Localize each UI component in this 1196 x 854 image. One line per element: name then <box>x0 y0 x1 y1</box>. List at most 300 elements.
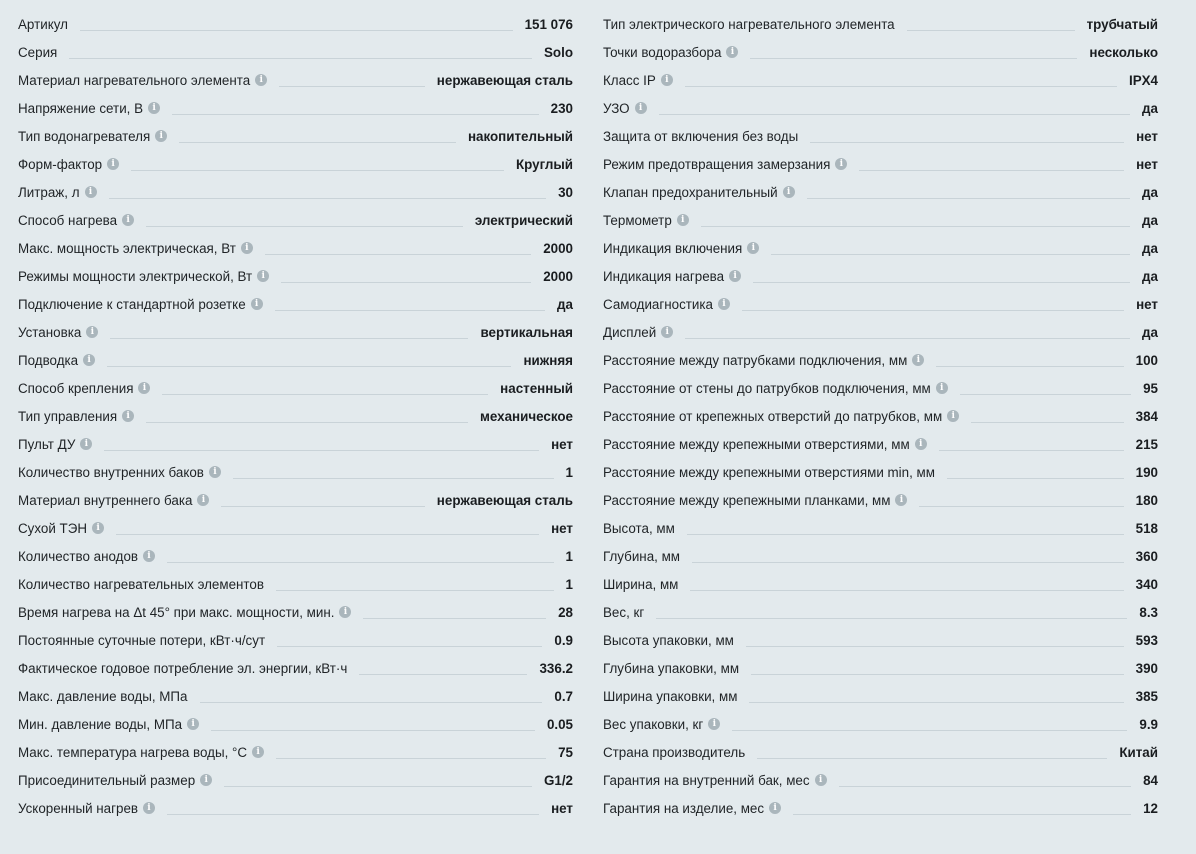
spec-row <box>603 766 1158 794</box>
spec-label-wrap <box>18 157 119 172</box>
spec-label-wrap <box>18 269 269 284</box>
dotted-leader <box>276 590 554 591</box>
spec-row <box>18 318 573 346</box>
spec-label: Макс. мощность электрическая, Вт <box>18 240 236 256</box>
spec-label: Способ нагрева <box>18 212 118 228</box>
spec-label-wrap <box>18 73 267 88</box>
dotted-leader <box>701 226 1130 227</box>
spec-label: Глубина, мм <box>603 548 681 564</box>
info-icon[interactable]: i <box>143 550 155 562</box>
info-icon[interactable]: i <box>815 774 827 786</box>
spec-value: нет <box>551 436 573 452</box>
spec-label-wrap <box>603 521 675 536</box>
spec-value: 518 <box>1135 520 1158 536</box>
spec-value: IPX4 <box>1128 72 1158 88</box>
spec-row <box>603 598 1158 626</box>
info-icon[interactable]: i <box>339 606 351 618</box>
info-icon[interactable]: i <box>155 130 167 142</box>
spec-label: Установка <box>18 324 82 340</box>
info-icon[interactable]: i <box>143 802 155 814</box>
spec-label-wrap <box>603 325 673 340</box>
spec-label-wrap <box>18 325 98 340</box>
spec-label: Расстояние между крепежными отверстиями min, мм <box>603 464 935 480</box>
info-icon[interactable]: i <box>729 270 741 282</box>
spec-label-wrap <box>603 493 907 508</box>
spec-value: да <box>1142 268 1158 284</box>
spec-row <box>603 626 1158 654</box>
spec-label: Вес упаковки, кг <box>603 716 704 732</box>
spec-value: 384 <box>1135 408 1158 424</box>
spec-value: да <box>1142 212 1158 228</box>
spec-label: Защита от включения без воды <box>603 128 799 144</box>
dotted-leader <box>685 338 1130 339</box>
spec-label-wrap <box>18 717 199 732</box>
spec-row <box>603 710 1158 738</box>
spec-label-wrap <box>18 521 104 536</box>
info-icon[interactable]: i <box>187 718 199 730</box>
spec-label-wrap <box>603 297 730 312</box>
spec-label-wrap <box>18 745 264 760</box>
spec-label-wrap <box>603 661 739 676</box>
spec-value: 230 <box>550 100 573 116</box>
spec-label-wrap <box>603 605 644 620</box>
dotted-leader <box>690 590 1123 591</box>
dotted-leader <box>167 814 539 815</box>
dotted-leader <box>750 58 1077 59</box>
info-icon[interactable]: i <box>912 354 924 366</box>
info-icon[interactable]: i <box>92 522 104 534</box>
spec-label-wrap <box>603 465 935 480</box>
spec-value: нет <box>1136 296 1158 312</box>
spec-label-wrap <box>603 381 948 396</box>
spec-label: Режимы мощности электрической, Вт <box>18 268 253 284</box>
spec-value: 385 <box>1135 688 1158 704</box>
dotted-leader <box>221 506 424 507</box>
info-icon[interactable]: i <box>255 74 267 86</box>
spec-value: 2000 <box>543 268 573 284</box>
spec-value: 84 <box>1143 772 1158 788</box>
dotted-leader <box>960 394 1131 395</box>
spec-value: 593 <box>1135 632 1158 648</box>
dotted-leader <box>359 674 527 675</box>
dotted-leader <box>936 366 1123 367</box>
info-icon[interactable]: i <box>783 186 795 198</box>
spec-label-wrap <box>18 241 253 256</box>
spec-value: нижняя <box>523 352 573 368</box>
info-icon[interactable]: i <box>747 242 759 254</box>
spec-value: 1 <box>565 548 573 564</box>
spec-row <box>18 290 573 318</box>
dotted-leader <box>907 30 1075 31</box>
spec-label: Материал внутреннего бака <box>18 492 193 508</box>
info-icon[interactable]: i <box>936 382 948 394</box>
info-icon[interactable]: i <box>895 494 907 506</box>
spec-label: Литраж, л <box>18 184 80 200</box>
info-icon[interactable]: i <box>257 270 269 282</box>
dotted-leader <box>810 142 1124 143</box>
spec-row <box>18 626 573 654</box>
dotted-leader <box>659 114 1130 115</box>
spec-label: Пульт ДУ <box>18 436 76 452</box>
spec-label: Макс. температура нагрева воды, °С <box>18 744 248 760</box>
spec-value: 215 <box>1135 436 1158 452</box>
info-icon[interactable]: i <box>197 494 209 506</box>
spec-row <box>603 66 1158 94</box>
info-icon[interactable]: i <box>947 410 959 422</box>
spec-row <box>603 654 1158 682</box>
spec-label-wrap <box>603 213 689 228</box>
spec-value: да <box>1142 184 1158 200</box>
dotted-leader <box>656 618 1127 619</box>
spec-label: Подключение к стандартной розетке <box>18 296 246 312</box>
dotted-leader <box>172 114 539 115</box>
spec-value: 390 <box>1135 660 1158 676</box>
spec-row <box>18 38 573 66</box>
info-icon[interactable]: i <box>107 158 119 170</box>
dotted-leader <box>746 646 1124 647</box>
spec-label: Индикация нагрева <box>603 268 725 284</box>
dotted-leader <box>859 170 1124 171</box>
spec-label-wrap <box>603 689 737 704</box>
spec-label: Индикация включения <box>603 240 743 256</box>
spec-label: Клапан предохранительный <box>603 184 778 200</box>
info-icon[interactable]: i <box>122 214 134 226</box>
spec-row <box>603 206 1158 234</box>
spec-value: 100 <box>1135 352 1158 368</box>
dotted-leader <box>742 310 1124 311</box>
spec-row <box>18 374 573 402</box>
spec-row <box>603 682 1158 710</box>
dotted-leader <box>277 646 542 647</box>
spec-row <box>603 38 1158 66</box>
info-icon[interactable]: i <box>241 242 253 254</box>
spec-label-wrap <box>603 801 781 816</box>
spec-label: УЗО <box>603 100 630 116</box>
spec-row <box>18 738 573 766</box>
spec-label-wrap <box>18 465 221 480</box>
spec-label: Мин. давление воды, МПа <box>18 716 183 732</box>
info-icon[interactable]: i <box>122 410 134 422</box>
spec-value: 95 <box>1143 380 1158 396</box>
dotted-leader <box>363 618 546 619</box>
dotted-leader <box>131 170 504 171</box>
spec-value: накопительный <box>467 128 573 144</box>
spec-label-wrap <box>18 773 212 788</box>
spec-row <box>603 738 1158 766</box>
dotted-leader <box>685 86 1117 87</box>
spec-row <box>18 430 573 458</box>
spec-row <box>603 514 1158 542</box>
spec-row <box>18 178 573 206</box>
spec-label-wrap <box>603 101 647 116</box>
specs-column-right <box>603 10 1158 822</box>
info-icon[interactable]: i <box>86 326 98 338</box>
dotted-leader <box>807 198 1130 199</box>
spec-label-wrap <box>603 45 738 60</box>
dotted-leader <box>751 674 1124 675</box>
spec-row <box>18 10 573 38</box>
dotted-leader <box>275 310 545 311</box>
dotted-leader <box>109 198 547 199</box>
spec-label: Класс IP <box>603 72 656 88</box>
spec-row <box>18 122 573 150</box>
spec-label-wrap <box>18 577 264 592</box>
spec-label: Гарантия на изделие, мес <box>603 800 765 816</box>
spec-label: Точки водоразбора <box>603 44 722 60</box>
info-icon[interactable]: i <box>200 774 212 786</box>
dotted-leader <box>276 758 546 759</box>
spec-value: 30 <box>558 184 573 200</box>
spec-row <box>18 94 573 122</box>
spec-value: 180 <box>1135 492 1158 508</box>
spec-label-wrap <box>603 409 959 424</box>
spec-value: Круглый <box>515 156 573 172</box>
spec-row <box>603 458 1158 486</box>
spec-row <box>603 122 1158 150</box>
spec-value: несколько <box>1089 44 1158 60</box>
spec-label-wrap <box>603 185 795 200</box>
info-icon[interactable]: i <box>718 298 730 310</box>
dotted-leader <box>104 450 539 451</box>
spec-label: Присоединительный размер <box>18 772 196 788</box>
spec-label: Расстояние между патрубками подключения, мм <box>603 352 908 368</box>
spec-value: да <box>1142 240 1158 256</box>
spec-row <box>603 346 1158 374</box>
info-icon[interactable]: i <box>726 46 738 58</box>
spec-row <box>18 542 573 570</box>
spec-row <box>18 66 573 94</box>
spec-label-wrap <box>18 437 92 452</box>
spec-value: 360 <box>1135 548 1158 564</box>
dotted-leader <box>162 394 488 395</box>
spec-row <box>603 10 1158 38</box>
spec-row <box>18 766 573 794</box>
spec-label-wrap <box>18 45 57 60</box>
dotted-leader <box>116 534 539 535</box>
info-icon[interactable]: i <box>708 718 720 730</box>
spec-value: нержавеющая сталь <box>436 72 573 88</box>
spec-label: Термометр <box>603 212 672 228</box>
spec-row <box>18 234 573 262</box>
info-icon[interactable]: i <box>83 354 95 366</box>
spec-row <box>603 430 1158 458</box>
spec-label-wrap <box>603 745 745 760</box>
spec-value: нет <box>551 800 573 816</box>
spec-label: Страна производитель <box>603 744 746 760</box>
spec-value: нержавеющая сталь <box>436 492 573 508</box>
spec-label-wrap <box>18 213 134 228</box>
dotted-leader <box>224 786 532 787</box>
dotted-leader <box>947 478 1124 479</box>
spec-label-wrap <box>603 437 927 452</box>
spec-row <box>18 514 573 542</box>
spec-label-wrap <box>18 409 134 424</box>
info-icon[interactable]: i <box>251 298 263 310</box>
spec-label-wrap <box>603 577 678 592</box>
spec-value: да <box>1142 100 1158 116</box>
dotted-leader <box>971 422 1124 423</box>
spec-row <box>18 262 573 290</box>
dotted-leader <box>110 338 468 339</box>
spec-value: 2000 <box>543 240 573 256</box>
spec-label-wrap <box>18 605 351 620</box>
spec-label: Постоянные суточные потери, кВт·ч/сут <box>18 632 266 648</box>
spec-label: Расстояние между крепежными отверстиями, мм <box>603 436 910 452</box>
spec-value: 8.3 <box>1139 604 1158 620</box>
dotted-leader <box>167 562 554 563</box>
spec-label: Глубина упаковки, мм <box>603 660 740 676</box>
dotted-leader <box>692 562 1124 563</box>
spec-label-wrap <box>603 633 734 648</box>
spec-value: 75 <box>558 744 573 760</box>
spec-value: 1 <box>565 464 573 480</box>
spec-label-wrap <box>18 17 68 32</box>
spec-value: Китай <box>1119 744 1158 760</box>
spec-label: Тип водонагревателя <box>18 128 151 144</box>
spec-row <box>603 486 1158 514</box>
spec-value: вертикальная <box>480 324 573 340</box>
spec-label-wrap <box>18 185 97 200</box>
spec-row <box>18 150 573 178</box>
spec-value: нет <box>551 520 573 536</box>
spec-value: трубчатый <box>1086 16 1158 32</box>
spec-row <box>18 682 573 710</box>
info-icon[interactable]: i <box>677 214 689 226</box>
spec-label: Расстояние между крепежными планками, мм <box>603 492 891 508</box>
spec-label: Макс. давление воды, МПа <box>18 688 188 704</box>
spec-label: Расстояние от стены до патрубков подключения, мм <box>603 380 931 396</box>
dotted-leader <box>793 814 1131 815</box>
spec-label: Серия <box>18 44 58 60</box>
dotted-leader <box>265 254 531 255</box>
spec-value: G1/2 <box>543 772 573 788</box>
info-icon[interactable]: i <box>661 74 673 86</box>
spec-row <box>18 486 573 514</box>
spec-label: Напряжение сети, В <box>18 100 144 116</box>
spec-row <box>18 402 573 430</box>
specs-column-left <box>18 10 573 822</box>
info-icon[interactable]: i <box>252 746 264 758</box>
spec-row <box>18 458 573 486</box>
spec-value: 9.9 <box>1139 716 1158 732</box>
spec-row <box>18 654 573 682</box>
spec-label-wrap <box>18 381 150 396</box>
dotted-leader <box>687 534 1124 535</box>
spec-label: Дисплей <box>603 324 657 340</box>
spec-value: нет <box>1136 128 1158 144</box>
dotted-leader <box>279 86 425 87</box>
spec-value: Solo <box>543 44 573 60</box>
spec-label-wrap <box>18 101 160 116</box>
spec-value: 0.9 <box>554 632 573 648</box>
info-icon[interactable]: i <box>769 802 781 814</box>
spec-label-wrap <box>603 17 895 32</box>
dotted-leader <box>107 366 511 367</box>
spec-row <box>603 290 1158 318</box>
spec-label: Тип управления <box>18 408 118 424</box>
spec-label: Количество анодов <box>18 548 138 564</box>
spec-label: Сухой ТЭН <box>18 520 88 536</box>
spec-row <box>18 346 573 374</box>
spec-label: Ускоренный нагрев <box>18 800 139 816</box>
dotted-leader <box>281 282 531 283</box>
info-icon[interactable]: i <box>138 382 150 394</box>
spec-value: 12 <box>1143 800 1158 816</box>
spec-label-wrap <box>603 773 827 788</box>
spec-value: электрический <box>474 212 573 228</box>
spec-label: Высота, мм <box>603 520 675 536</box>
spec-value: механическое <box>479 408 573 424</box>
spec-row <box>18 570 573 598</box>
spec-value: 28 <box>558 604 573 620</box>
spec-row <box>18 206 573 234</box>
dotted-leader <box>233 478 554 479</box>
dotted-leader <box>80 30 513 31</box>
dotted-leader <box>749 702 1123 703</box>
spec-label-wrap <box>603 73 673 88</box>
spec-row <box>603 262 1158 290</box>
spec-label-wrap <box>18 801 155 816</box>
dotted-leader <box>919 506 1123 507</box>
spec-label-wrap <box>603 269 741 284</box>
spec-row <box>603 794 1158 822</box>
spec-row <box>18 794 573 822</box>
spec-label-wrap <box>603 129 798 144</box>
spec-row <box>603 318 1158 346</box>
spec-row <box>603 94 1158 122</box>
spec-label-wrap <box>603 241 759 256</box>
info-icon[interactable]: i <box>80 438 92 450</box>
spec-label: Ширина, мм <box>603 576 679 592</box>
dotted-leader <box>211 730 535 731</box>
spec-label-wrap <box>18 297 263 312</box>
info-icon[interactable]: i <box>661 326 673 338</box>
spec-label: Ширина упаковки, мм <box>603 688 738 704</box>
spec-row <box>603 150 1158 178</box>
spec-row <box>603 402 1158 430</box>
spec-label: Время нагрева на Δt 45° при макс. мощности, мин. <box>18 604 335 620</box>
spec-value: 0.05 <box>546 716 573 732</box>
info-icon[interactable]: i <box>148 102 160 114</box>
spec-label: Тип электрического нагревательного элемента <box>603 16 895 32</box>
info-icon[interactable]: i <box>209 466 221 478</box>
info-icon[interactable]: i <box>835 158 847 170</box>
spec-row <box>603 234 1158 262</box>
info-icon[interactable]: i <box>635 102 647 114</box>
spec-label-wrap <box>18 689 188 704</box>
spec-value: 1 <box>565 576 573 592</box>
spec-label: Количество внутренних баков <box>18 464 204 480</box>
spec-value: нет <box>1136 156 1158 172</box>
dotted-leader <box>200 702 543 703</box>
spec-label: Способ крепления <box>18 380 134 396</box>
info-icon[interactable]: i <box>915 438 927 450</box>
spec-row <box>603 542 1158 570</box>
info-icon[interactable]: i <box>85 186 97 198</box>
dotted-leader <box>939 450 1124 451</box>
spec-label: Подводка <box>18 352 79 368</box>
spec-row <box>603 374 1158 402</box>
dotted-leader <box>732 730 1127 731</box>
spec-row <box>18 598 573 626</box>
spec-label: Гарантия на внутренний бак, мес <box>603 772 810 788</box>
spec-label-wrap <box>18 493 209 508</box>
spec-value: 0.7 <box>554 688 573 704</box>
spec-label: Материал нагревательного элемента <box>18 72 251 88</box>
spec-label-wrap <box>18 633 265 648</box>
spec-label-wrap <box>18 129 167 144</box>
spec-label-wrap <box>603 549 680 564</box>
